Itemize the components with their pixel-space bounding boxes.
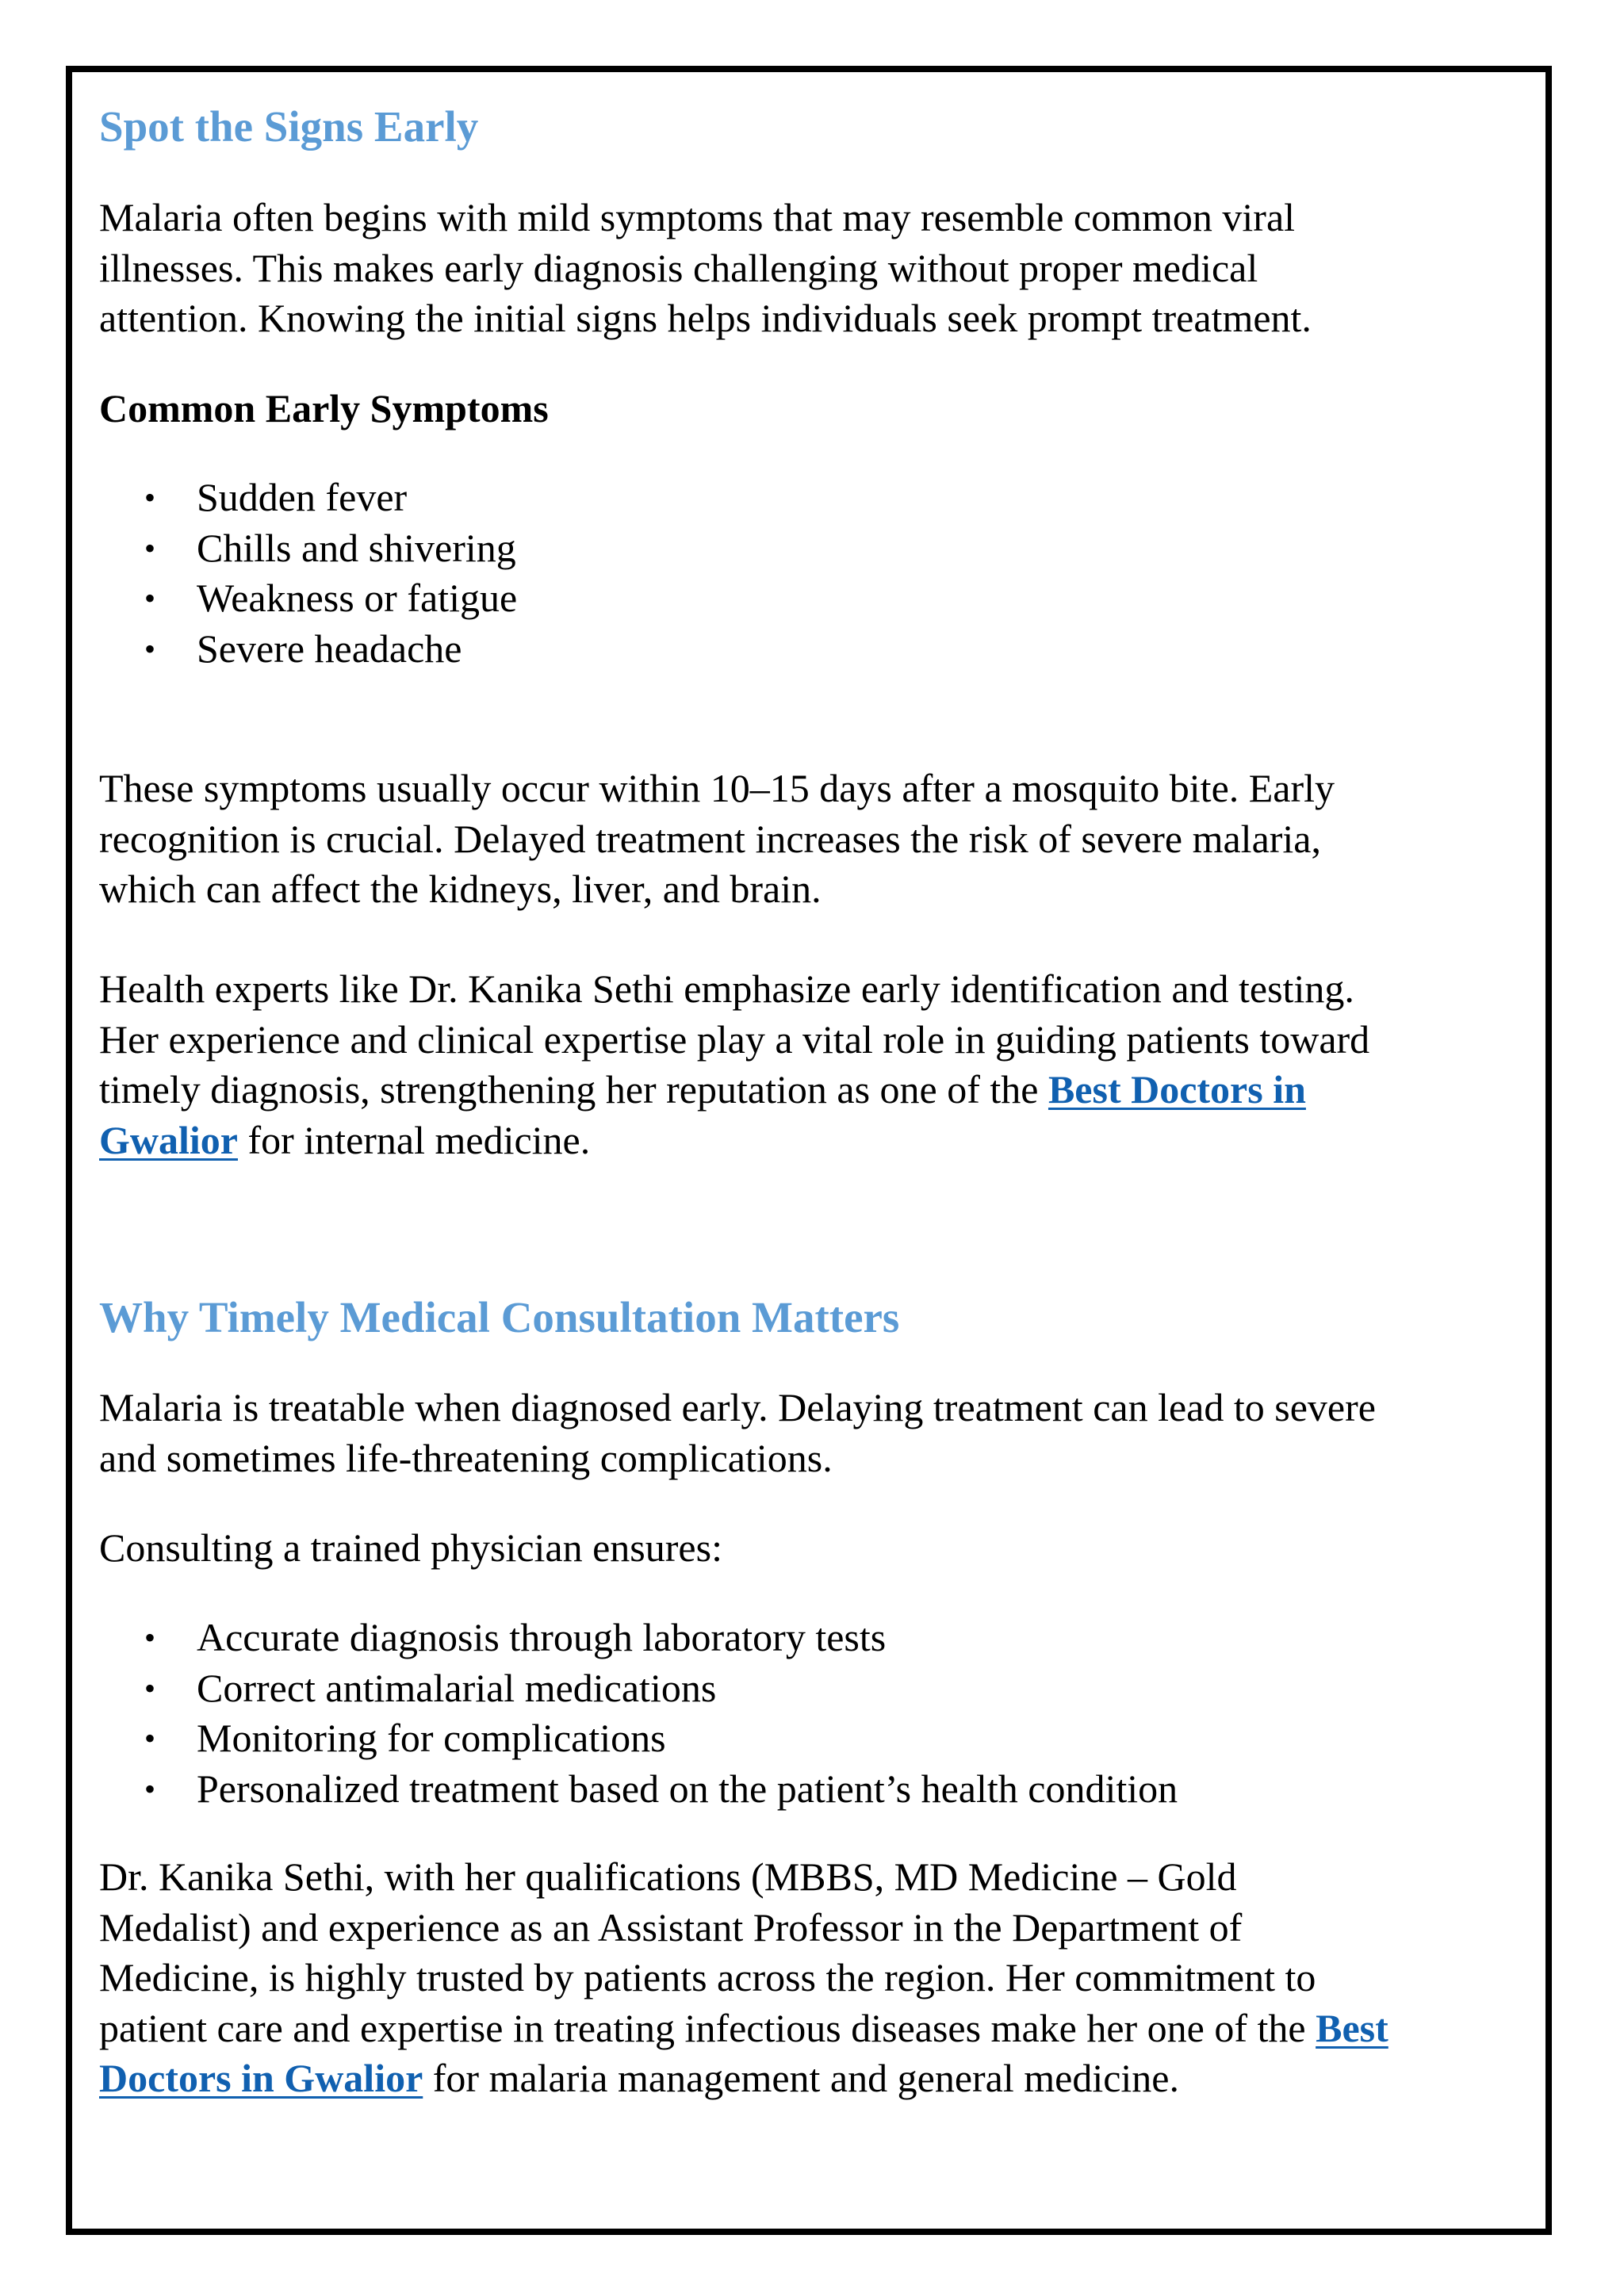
- text-line: [99, 1115, 1369, 1166]
- text-line: Dr. Kanika Sethi, with her qualifications (MBBS, MD Medicine – Gold: [99, 1854, 1237, 1899]
- text-span: for internal medicine.: [237, 1117, 591, 1162]
- gwalior-link[interactable]: Gwalior: [99, 1117, 238, 1162]
- subheading-common-early-symptoms: Common Early Symptoms: [99, 386, 549, 430]
- list-item-text: Sudden fever: [197, 475, 408, 519]
- text-line: which can affect the kidneys, liver, and brain.: [99, 867, 822, 911]
- bullet-icon: •: [144, 1620, 156, 1655]
- text-line: Malaria is treatable when diagnosed early. Delaying treatment can lead to severe: [99, 1385, 1376, 1429]
- text-line: Her experience and clinical expertise play a vital role in guiding patients toward: [99, 1016, 1370, 1062]
- text-span: patient care and expertise in treating infectious diseases make her one of the: [99, 2005, 1316, 2050]
- list-item-text: Weakness or fatigue: [197, 576, 518, 620]
- closing-paragraph: [99, 1852, 1388, 2104]
- best-link[interactable]: Best: [1316, 2005, 1388, 2050]
- text-line: attention. Knowing the initial signs helps individuals seek prompt treatment.: [99, 296, 1312, 340]
- text-line: recognition is crucial. Delayed treatment increases the risk of severe malaria,: [99, 816, 1321, 861]
- lead-in-paragraph: Consulting a trained physician ensures:: [99, 1525, 722, 1570]
- text-line: Malaria often begins with mild symptoms that may resemble common viral: [99, 195, 1296, 239]
- text-span: timely diagnosis, strengthening her reputation as one of the: [99, 1067, 1048, 1112]
- timing-paragraph: [99, 763, 1335, 915]
- heading-timely-consultation: Why Timely Medical Consultation Matters: [99, 1293, 900, 1341]
- bullet-icon: •: [144, 630, 156, 667]
- bullet-icon: •: [144, 1670, 156, 1706]
- list-item-text: Accurate diagnosis through laboratory tests: [197, 1615, 887, 1659]
- text-line: These symptoms usually occur within 10–15 days after a mosquito bite. Early: [99, 766, 1335, 810]
- treatable-paragraph: [99, 1383, 1376, 1483]
- best-doctors-link[interactable]: Best Doctors in: [1048, 1067, 1306, 1112]
- text-line: [99, 2053, 1388, 2104]
- doctors-in-gwalior-link[interactable]: Doctors in Gwalior: [99, 2056, 423, 2100]
- text-line: illnesses. This makes early diagnosis challenging without proper medical: [99, 245, 1258, 290]
- text-line: [99, 2003, 1388, 2054]
- expert-paragraph: [99, 964, 1369, 1165]
- bullet-icon: •: [144, 480, 156, 515]
- text-line: Medicine, is highly trusted by patients across the region. Her commitment to: [99, 1955, 1316, 1999]
- list-item-text: Personalized treatment based on the patient’s health condition: [197, 1766, 1178, 1811]
- list-item-text: Correct antimalarial medications: [197, 1665, 717, 1710]
- bullet-icon: •: [144, 530, 156, 566]
- list-item-text: Chills and shivering: [197, 525, 516, 570]
- text-line: and sometimes life-threatening complications.: [99, 1435, 833, 1480]
- intro-paragraph: [99, 193, 1312, 344]
- bullet-icon: •: [144, 1770, 156, 1807]
- bullet-icon: •: [144, 1720, 156, 1756]
- heading-spot-the-signs: Spot the Signs Early: [99, 102, 479, 151]
- text-line: Health experts like Dr. Kanika Sethi emphasize early identification and testing.: [99, 966, 1354, 1011]
- text-span: for malaria management and general medicine.: [423, 2056, 1179, 2100]
- list-item-text: Monitoring for complications: [197, 1716, 666, 1760]
- text-line: [99, 1065, 1369, 1115]
- list-item-text: Severe headache: [197, 626, 462, 671]
- text-line: Medalist) and experience as an Assistant Professor in the Department of: [99, 1904, 1243, 1950]
- bullet-icon: •: [144, 580, 156, 616]
